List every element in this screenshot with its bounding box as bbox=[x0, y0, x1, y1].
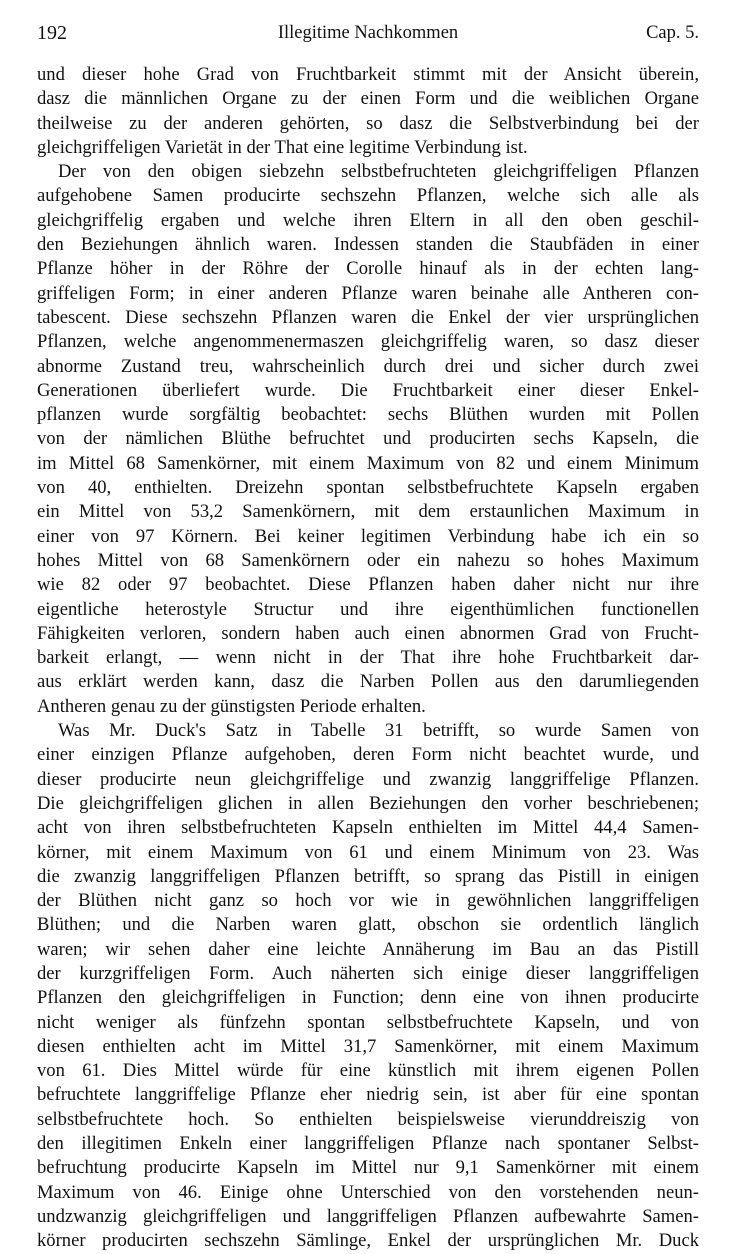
text-line: von 40, enthielten. Dreizehn spontan selbstbefruchtete Kapseln ergaben bbox=[37, 477, 699, 499]
text-line: Antheren genau zu der günstigsten Periode erhalten. bbox=[37, 695, 426, 717]
text-line: der Blüthen nicht ganz so hoch vor wie in gewöhnlichen langgriffeligen bbox=[37, 890, 699, 912]
text-line: Pflanzen, welche angenommenermaszen gleichgriffelig waren, so dasz dieser bbox=[37, 331, 699, 353]
text-line: acht von ihren selbstbefruchteten Kapseln enthielten im Mittel 44,4 Samen- bbox=[37, 817, 699, 839]
text-line: eigentliche heterostyle Structur und ihre eigenthümlichen functionellen bbox=[37, 598, 699, 620]
text-line: und dieser hohe Grad von Fruchtbarkeit stimmt mit der Ansicht überein, bbox=[37, 64, 699, 85]
text-line: die zwanzig langgriffeligen Pflanzen betrifft, so sprang das Pistill in einigen bbox=[37, 865, 699, 887]
text-line: hohes Mittel von 68 Samenkörnern oder ein nahezu so hohes Maximum bbox=[37, 549, 699, 571]
text-line: den illegitimen Enkeln einer langgriffeligen Pflanze nach spontaner Selbst- bbox=[37, 1133, 699, 1155]
text-line: ein Mittel von 53,2 Samenkörnern, mit dem erstaunlichen Maximum in bbox=[37, 501, 699, 523]
text-line: undzwanzig gleichgriffeligen und langgriffeligen Pflanzen aufbewahrte Samen- bbox=[37, 1205, 699, 1227]
text-line: befruchtung producirte Kapseln im Mittel nur 9,1 Samenkörner mit einem bbox=[37, 1157, 699, 1179]
page-header bbox=[37, 18, 699, 48]
text-line: von 61. Dies Mittel würde für eine künstlich mit ihrem eigenen Pollen bbox=[37, 1060, 699, 1082]
text-line: körner producirten sechszehn Sämlinge, Enkel der ursprünglichen Mr. Duck bbox=[37, 1230, 699, 1252]
text-line: pflanzen wurde sorgfältig beobachtet: sechs Blüthen wurden mit Pollen bbox=[37, 404, 699, 426]
page-number: 192 bbox=[37, 22, 67, 44]
text-line: waren; wir sehen daher eine leichte Annäherung im Bau an das Pistill bbox=[37, 938, 699, 960]
text-line: aufgehobene Samen producirte sechszehn Pflanzen, welche sich alle als bbox=[37, 185, 699, 207]
text-line: Was Mr. Duck's Satz in Tabelle 31 betrifft, so wurde Samen von bbox=[58, 720, 699, 742]
text-line: barkeit erlangt, — wenn nicht in der That ihre hohe Fruchtbarkeit dar- bbox=[37, 647, 699, 669]
text-line: abnorme Zustand treu, wahrscheinlich durch drei und sicher durch zwei bbox=[37, 355, 699, 377]
text-line: der kurzgriffeligen Form. Auch näherten sich einige dieser langgriffeligen bbox=[37, 962, 699, 984]
text-line: einer einzigen Pflanze aufgehoben, deren Form nicht beachtet wurde, und bbox=[37, 744, 699, 766]
running-title: Illegitime Nachkommen bbox=[277, 23, 459, 43]
text-line: Blüthen; und die Narben waren glatt, obschon sie ordentlich länglich bbox=[37, 914, 699, 936]
text-line: einer von 97 Körnern. Bei keiner legitimen Verbindung habe ich ein so bbox=[37, 525, 699, 547]
text-line: Die gleichgriffeligen glichen in allen Beziehungen den vorher beschriebenen; bbox=[37, 792, 699, 814]
text-line: diesen enthielten acht im Mittel 31,7 Samenkörner, mit einem Maximum bbox=[37, 1035, 699, 1057]
text-line: gleichgriffeligen Varietät in der That eine legitime Verbindung ist. bbox=[37, 136, 528, 158]
text-line: dieser producirte neun gleichgriffelige und zwanzig langgriffelige Pflanzen. bbox=[37, 768, 699, 790]
text-line: wie 82 oder 97 beobachtet. Diese Pflanzen haben daher nicht nur ihre bbox=[37, 574, 699, 596]
text-line: Maximum von 46. Einige ohne Unterschied von den vorstehenden neun- bbox=[37, 1181, 699, 1203]
text-line: Pflanzen den gleichgriffeligen in Function; denn eine von ihnen producirte bbox=[37, 987, 699, 1009]
text-line: körner, mit einem Maximum von 61 und einem Minimum von 23. Was bbox=[37, 841, 699, 863]
text-line: griffeligen Form; in einer anderen Pflanze waren beinahe alle Antheren con- bbox=[37, 282, 699, 304]
text-line: Fähigkeiten verloren, sondern haben auch einen abnormen Grad von Frucht- bbox=[37, 622, 699, 644]
text-line: den Beziehungen ähnlich waren. Indessen standen die Staubfäden in einer bbox=[37, 234, 699, 256]
text-line: selbstbefruchtete hoch. So enthielten beispielsweise vierunddreiszig von bbox=[37, 1108, 699, 1130]
text-line: im Mittel 68 Samenkörner, mit einem Maximum von 82 und einem Minimum bbox=[37, 452, 699, 474]
text-line: gleichgriffelig ergaben und welche ihren Eltern in all den oben geschil- bbox=[37, 209, 699, 231]
body-text bbox=[37, 63, 699, 1254]
text-line: befruchtete langgriffelige Pflanze eher niedrig sein, ist aber für eine spontan bbox=[37, 1084, 699, 1106]
text-line: Generationen überliefert wurde. Die Fruchtbarkeit einer dieser Enkel- bbox=[37, 379, 699, 401]
text-line: aus erklärt werden kann, dasz die Narben Pollen aus den darumliegenden bbox=[37, 671, 699, 693]
text-line: von der nämlichen Blüthe befruchtet und producirten sechs Kapseln, die bbox=[37, 428, 699, 450]
text-line: tabescent. Diese sechszehn Pflanzen waren die Enkel der vier ursprünglichen bbox=[37, 306, 699, 328]
text-line: Der von den obigen siebzehn selbstbefruchteten gleichgriffeligen Pflanzen bbox=[58, 161, 699, 183]
chapter-label: Cap. 5. bbox=[646, 23, 699, 43]
text-line: Pflanze höher in der Röhre der Corolle hinauf als in der echten lang- bbox=[37, 258, 699, 280]
text-line: dasz die männlichen Organe zu der einen Form und die weiblichen Organe bbox=[37, 88, 699, 110]
book-page bbox=[37, 18, 699, 1252]
text-line: nicht weniger als fünfzehn spontan selbstbefruchtete Kapseln, und von bbox=[37, 1011, 699, 1033]
text-line: theilweise zu der anderen gehörten, so dasz die Selbstverbindung bei der bbox=[37, 112, 699, 134]
